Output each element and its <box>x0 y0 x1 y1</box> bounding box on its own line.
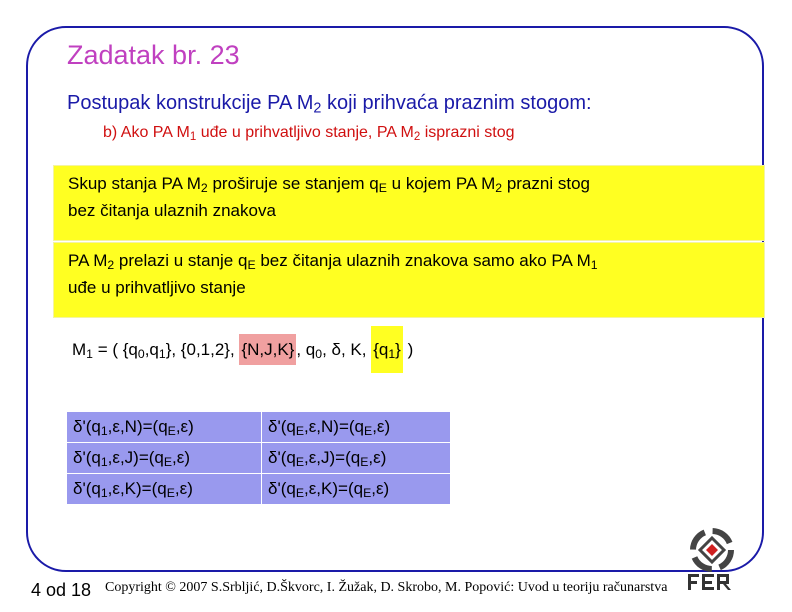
slide-title: Zadatak br. 23 <box>67 40 240 70</box>
final-states-highlight: $\{q_1\}$ <box>371 326 403 373</box>
explanation-box-2-line-1: PA $M_2$ prelazi u stanje $q_E$ bez čitanja ulaznih znakova samo ako PA $M_1$ <box>68 251 598 273</box>
fer-wordmark-icon <box>687 572 733 592</box>
transition-cell: $\delta'(q_E,\varepsilon,J)=(q_E,\varepsilon)$ <box>262 443 451 474</box>
table-row <box>67 412 451 443</box>
copyright-footer: Copyright © 2007 S.Srbljić, D.Škvorc, I. Žužak, D. Skrobo, M. Popović: Uvod u teoriju računarstva <box>105 580 668 595</box>
explanation-box-1-line-1: Skup stanja PA $M_2$ proširuje se stanjem $q_E$ u kojem PA $M_2$ prazni stog <box>68 174 590 196</box>
explanation-box-2 <box>54 243 764 317</box>
transition-cell: $\delta'(q_1,\varepsilon,K)=(q_E,\varepsilon)$ <box>67 474 262 505</box>
item-b-text: b) Ako PA $M_1$ uđe u prihvatljivo stanje, PA $M_2$ isprazni stog <box>103 124 515 143</box>
transition-cell: $\delta'(q_1,\varepsilon,J)=(q_E,\varepsilon)$ <box>67 443 262 474</box>
automaton-definition: $M_1$ = ( $\{q_0,q_1\}$, {0,1,2}, {N,J,K} , $q_0$, δ, K, $\{q_1\}$ ) <box>72 340 413 360</box>
explanation-box-2-line-2: uđe u prihvatljivo stanje <box>68 278 246 297</box>
stack-alphabet-highlight: {N,J,K} <box>239 334 296 365</box>
explanation-box-1 <box>54 166 764 240</box>
table-row <box>67 474 451 505</box>
transition-cell: $\delta'(q_E,\varepsilon,N)=(q_E,\varepsilon)$ <box>262 412 451 443</box>
transition-cell: $\delta'(q_E,\varepsilon,K)=(q_E,\varepsilon)$ <box>262 474 451 505</box>
fer-logo-icon <box>690 528 734 572</box>
slide-subtitle: Postupak konstrukcije PA $M_2$ koji prihvaća praznim stogom: <box>67 92 592 117</box>
table-row <box>67 443 451 474</box>
explanation-box-1-line-2: bez čitanja ulaznih znakova <box>68 201 276 220</box>
page-number: 4 od 18 <box>31 580 92 600</box>
transition-table <box>66 411 451 505</box>
transition-cell: $\delta'(q_1,\varepsilon,N)=(q_E,\varepsilon)$ <box>67 412 262 443</box>
